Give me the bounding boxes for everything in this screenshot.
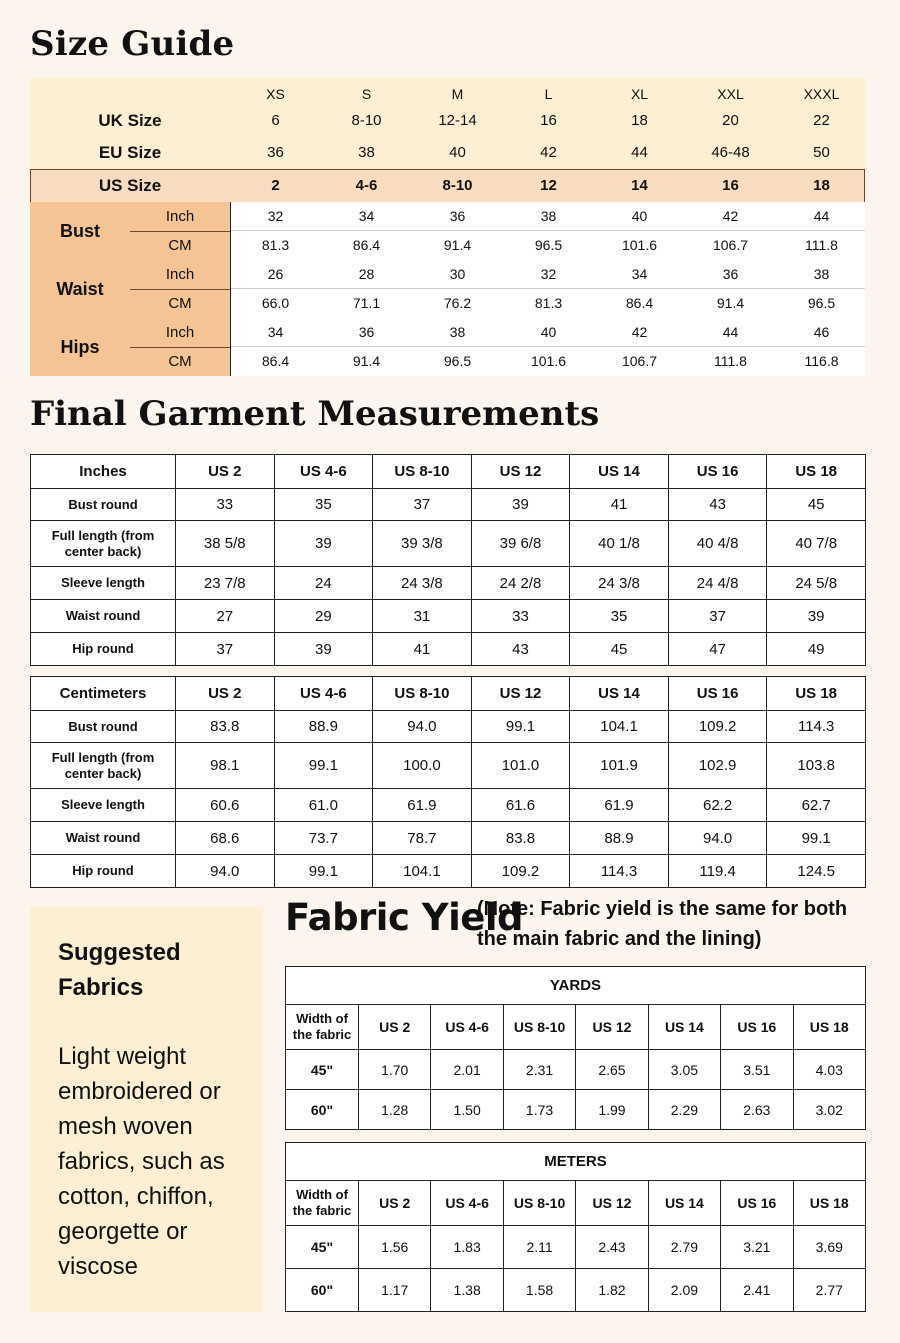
eu-size-value: 38 [358, 144, 375, 161]
row-label: Bust round [31, 711, 176, 743]
table-cell: 1.99 [576, 1090, 648, 1130]
table-cell: 61.9 [373, 789, 472, 822]
table-cell: 101.9 [570, 743, 669, 789]
uk-size-value: 6 [271, 112, 280, 129]
bust-label: Bust [60, 221, 100, 241]
hips-label: Hips [60, 337, 100, 357]
table-cell: 88.9 [570, 822, 669, 855]
table-cell: 2.63 [721, 1090, 793, 1130]
table-cell: 39 [767, 600, 866, 633]
table-cell: 1.73 [503, 1090, 575, 1130]
table-cell: 39 [274, 521, 373, 567]
table-cell: 49 [767, 633, 866, 666]
table-cell: 103.8 [767, 743, 866, 789]
table-cell: 1.17 [359, 1269, 431, 1312]
size-header: US 2 [176, 455, 275, 489]
eu-size-value: 40 [449, 144, 466, 161]
final-garment-title: Final Garment Measurements [30, 394, 600, 434]
bust-cm-value: 91.4 [443, 237, 472, 253]
table-cell: 23 7/8 [176, 567, 275, 600]
table-cell: 27 [176, 600, 275, 633]
table-cell: 1.58 [503, 1269, 575, 1312]
size-header: US 14 [570, 455, 669, 489]
fabric-yield-title: Fabric Yield [285, 896, 524, 939]
table-cell: 3.69 [793, 1226, 865, 1269]
us-size-value: 14 [631, 177, 648, 194]
table-cell: 83.8 [176, 711, 275, 743]
size-letter: XL [630, 86, 649, 102]
table-cell: 104.1 [373, 855, 472, 888]
table-cell: 31 [373, 600, 472, 633]
table-cell: 1.82 [576, 1269, 648, 1312]
table-cell: 88.9 [274, 711, 373, 743]
suggested-fabrics-panel [30, 907, 263, 1312]
table-cell: 35 [274, 489, 373, 521]
bust-cm-value: 86.4 [352, 237, 381, 253]
waist-cm-value: 71.1 [352, 295, 381, 311]
cm-label: CM [168, 353, 192, 370]
us-size-value: 18 [813, 177, 830, 194]
table-cell: 62.7 [767, 789, 866, 822]
waist-cm-value: 96.5 [807, 295, 836, 311]
waist-cm-value: 66.0 [261, 295, 290, 311]
table-cell: 24 5/8 [767, 567, 866, 600]
table-cell: 94.0 [176, 855, 275, 888]
table-cell: 41 [373, 633, 472, 666]
table-cell: 24 3/8 [373, 567, 472, 600]
table-cell: 60.6 [176, 789, 275, 822]
hips-cm-value: 96.5 [443, 353, 472, 369]
waist-inch-value: 38 [813, 266, 830, 282]
eu-size-value: 42 [540, 144, 557, 161]
table-row [31, 789, 866, 822]
table-cell: 41 [570, 489, 669, 521]
bust-cm-value: 101.6 [621, 237, 658, 253]
bust-inch-value: 38 [540, 208, 557, 224]
table-row [286, 1269, 866, 1312]
us-size-value: 4-6 [355, 177, 378, 194]
table-cell: 61.0 [274, 789, 373, 822]
table-title-row [286, 1143, 866, 1181]
row-label: Sleeve length [31, 789, 176, 822]
uk-size-value: 18 [631, 112, 648, 129]
table-cell: 1.70 [359, 1050, 431, 1090]
table-cell: 45 [570, 633, 669, 666]
cm-label: CM [168, 237, 192, 254]
table-cell: 35 [570, 600, 669, 633]
hips-inch-value: 44 [722, 324, 739, 340]
table-row [31, 633, 866, 666]
eu-size-value: 44 [631, 144, 648, 161]
width-of-fabric-header: Width of the fabric [286, 1005, 359, 1050]
table-cell: 40 1/8 [570, 521, 669, 567]
hips-cm-value: 111.8 [714, 353, 747, 369]
hips-cm-value: 106.7 [621, 353, 658, 369]
inch-label: Inch [165, 266, 195, 283]
bust-inch-value: 40 [631, 208, 648, 224]
eu-size-value: 50 [813, 144, 830, 161]
table-cell: 2.31 [503, 1050, 575, 1090]
table-cell: 4.03 [793, 1050, 865, 1090]
size-letter: XXL [717, 86, 744, 102]
bust-inch-value: 34 [358, 208, 375, 224]
table-cell: 119.4 [668, 855, 767, 888]
table-row [31, 711, 866, 743]
uk-size-value: 12-14 [438, 112, 477, 129]
width-of-fabric-header: Width of the fabric [286, 1181, 359, 1226]
table-cell: 24 2/8 [471, 567, 570, 600]
size-header: US 12 [576, 1005, 648, 1050]
table-row [31, 743, 866, 789]
table-cell: 39 [274, 633, 373, 666]
us-size-value: 12 [540, 177, 557, 194]
size-letter: S [361, 86, 372, 102]
table-cell: 99.1 [471, 711, 570, 743]
hips-cm-value: 91.4 [352, 353, 381, 369]
hips-inch-value: 34 [267, 324, 284, 340]
waist-cm-value: 86.4 [625, 295, 654, 311]
table-cell: 29 [274, 600, 373, 633]
uk-size-value: 22 [813, 112, 830, 129]
table-cell: 2.11 [503, 1226, 575, 1269]
final-garment-centimeters-table [30, 676, 866, 888]
fabric-width: 60" [286, 1269, 359, 1312]
row-label: Hip round [31, 855, 176, 888]
hips-inch-value: 46 [813, 324, 830, 340]
bust-cm-value: 96.5 [534, 237, 563, 253]
table-cell: 3.51 [721, 1050, 793, 1090]
bust-cm-value: 81.3 [261, 237, 290, 253]
table-cell: 39 [471, 489, 570, 521]
table-header-row [286, 1005, 866, 1050]
uk-size-value: 16 [540, 112, 557, 129]
table-row [286, 1050, 866, 1090]
table-cell: 43 [471, 633, 570, 666]
uk-size-value: 20 [722, 112, 739, 129]
table-cell: 124.5 [767, 855, 866, 888]
size-header: US 14 [648, 1005, 720, 1050]
size-header: US 4-6 [431, 1005, 503, 1050]
size-header: US 8-10 [503, 1181, 575, 1226]
waist-cm-value: 81.3 [534, 295, 563, 311]
size-header: US 12 [576, 1181, 648, 1226]
table-cell: 43 [668, 489, 767, 521]
table-cell: 47 [668, 633, 767, 666]
table-cell: 2.29 [648, 1090, 720, 1130]
waist-inch-value: 30 [449, 266, 466, 282]
table-row [31, 521, 866, 567]
suggested-fabrics-title: Suggested Fabrics [58, 939, 181, 1001]
size-letter: XS [266, 86, 285, 102]
table-cell: 33 [176, 489, 275, 521]
size-header: US 18 [767, 455, 866, 489]
suggested-fabrics-text: Light weight embroidered or mesh woven fabrics, such as cotton, chiffon, georgette or viscose [58, 1043, 225, 1280]
inch-label: Inch [165, 324, 195, 341]
table-cell: 2.41 [721, 1269, 793, 1312]
row-label: Waist round [31, 600, 176, 633]
table-cell: 24 4/8 [668, 567, 767, 600]
size-header: US 16 [668, 677, 767, 711]
us-size-row [30, 169, 865, 203]
size-header: US 16 [721, 1005, 793, 1050]
size-letter: M [451, 86, 464, 102]
size-header: US 4-6 [274, 455, 373, 489]
table-row [31, 855, 866, 888]
table-cell: 24 [274, 567, 373, 600]
table-cell: 114.3 [767, 711, 866, 743]
hips-inch-value: 42 [631, 324, 648, 340]
size-header: US 12 [471, 677, 570, 711]
size-letter: XXXL [803, 86, 840, 102]
table-cell: 1.56 [359, 1226, 431, 1269]
bust-inch-value: 42 [722, 208, 739, 224]
uk-size-value: 8-10 [351, 112, 382, 129]
table-row [286, 1226, 866, 1269]
table-cell: 99.1 [274, 743, 373, 789]
table-cell: 45 [767, 489, 866, 521]
centimeters-header: Centimeters [31, 677, 176, 711]
us-size-value: 16 [722, 177, 739, 194]
table-row [31, 567, 866, 600]
table-cell: 1.50 [431, 1090, 503, 1130]
eu-size-row [30, 137, 865, 169]
table-cell: 68.6 [176, 822, 275, 855]
waist-inch-value: 28 [358, 266, 375, 282]
table-cell: 39 6/8 [471, 521, 570, 567]
table-cell: 2.79 [648, 1226, 720, 1269]
table-cell: 40 7/8 [767, 521, 866, 567]
size-header: US 16 [721, 1181, 793, 1226]
table-cell: 100.0 [373, 743, 472, 789]
size-header: US 2 [359, 1181, 431, 1226]
size-header: US 2 [359, 1005, 431, 1050]
hips-inch-value: 38 [449, 324, 466, 340]
table-cell: 2.09 [648, 1269, 720, 1312]
fabric-yield-meters-table [285, 1142, 866, 1312]
table-cell: 114.3 [570, 855, 669, 888]
table-cell: 37 [373, 489, 472, 521]
hips-cm-value: 101.6 [530, 353, 567, 369]
table-header-row [31, 455, 866, 489]
hips-inch-value: 40 [540, 324, 557, 340]
size-guide-title: Size Guide [30, 24, 235, 64]
row-label: Bust round [31, 489, 176, 521]
eu-size-value: 46-48 [711, 144, 750, 161]
table-cell: 61.9 [570, 789, 669, 822]
fabric-yield-yards-table [285, 966, 866, 1130]
size-header: US 18 [793, 1181, 865, 1226]
table-cell: 37 [668, 600, 767, 633]
us-size-label: US Size [98, 176, 162, 195]
table-row [31, 600, 866, 633]
table-cell: 83.8 [471, 822, 570, 855]
fabric-yield-note: (Note: Fabric yield is the same for both the main fabric and the lining) [477, 898, 848, 950]
eu-size-value: 36 [267, 144, 284, 161]
hips-measure-block [30, 318, 865, 376]
size-header: US 18 [767, 677, 866, 711]
row-label: Full length (from center back) [31, 521, 176, 567]
table-cell: 3.21 [721, 1226, 793, 1269]
table-cell: 61.6 [471, 789, 570, 822]
size-header: US 2 [176, 677, 275, 711]
table-cell: 2.43 [576, 1226, 648, 1269]
size-header: US 14 [570, 677, 669, 711]
table-cell: 39 3/8 [373, 521, 472, 567]
table-cell: 104.1 [570, 711, 669, 743]
waist-measure-block [30, 260, 865, 318]
bust-measure-block [30, 202, 865, 260]
table-row [31, 822, 866, 855]
waist-inch-value: 34 [631, 266, 648, 282]
table-cell: 102.9 [668, 743, 767, 789]
table-cell: 78.7 [373, 822, 472, 855]
table-cell: 33 [471, 600, 570, 633]
waist-inch-value: 26 [267, 266, 284, 282]
bust-inch-value: 36 [449, 208, 466, 224]
table-title-row [286, 967, 866, 1005]
waist-label: Waist [56, 279, 104, 299]
bust-inch-value: 44 [813, 208, 830, 224]
table-cell: 37 [176, 633, 275, 666]
table-header-row [31, 677, 866, 711]
us-size-row-inner [30, 170, 865, 202]
table-cell: 73.7 [274, 822, 373, 855]
table-cell: 3.05 [648, 1050, 720, 1090]
table-row [31, 489, 866, 521]
size-header: US 8-10 [373, 677, 472, 711]
table-cell: 62.2 [668, 789, 767, 822]
table-cell: 1.38 [431, 1269, 503, 1312]
table-cell: 98.1 [176, 743, 275, 789]
table-cell: 109.2 [668, 711, 767, 743]
waist-cm-value: 76.2 [443, 295, 472, 311]
size-header: US 18 [793, 1005, 865, 1050]
fabric-width: 45" [286, 1226, 359, 1269]
row-label: Sleeve length [31, 567, 176, 600]
size-header: US 8-10 [503, 1005, 575, 1050]
table-cell: 1.28 [359, 1090, 431, 1130]
table-header-row [286, 1181, 866, 1226]
eu-size-label: EU Size [98, 143, 162, 162]
table-row [286, 1090, 866, 1130]
row-label: Waist round [31, 822, 176, 855]
us-size-value: 2 [271, 177, 280, 194]
row-label: Full length (from center back) [31, 743, 176, 789]
table-cell: 38 5/8 [176, 521, 275, 567]
size-header: US 8-10 [373, 455, 472, 489]
row-label: Hip round [31, 633, 176, 666]
waist-cm-value: 91.4 [716, 295, 745, 311]
bust-cm-value: 106.7 [712, 237, 749, 253]
table-cell: 99.1 [274, 855, 373, 888]
cm-label: CM [168, 295, 192, 312]
size-header: US 4-6 [274, 677, 373, 711]
waist-inch-value: 32 [540, 266, 557, 282]
inch-label: Inch [165, 208, 195, 225]
table-cell: 2.77 [793, 1269, 865, 1312]
table-cell: 2.01 [431, 1050, 503, 1090]
size-header: US 16 [668, 455, 767, 489]
meters-header: METERS [286, 1143, 866, 1181]
size-header: US 4-6 [431, 1181, 503, 1226]
table-cell: 94.0 [373, 711, 472, 743]
table-cell: 3.02 [793, 1090, 865, 1130]
table-cell: 94.0 [668, 822, 767, 855]
us-size-value: 8-10 [442, 177, 473, 194]
bust-cm-value: 111.8 [805, 237, 838, 253]
table-cell: 109.2 [471, 855, 570, 888]
fabric-width: 60" [286, 1090, 359, 1130]
table-cell: 40 4/8 [668, 521, 767, 567]
table-cell: 24 3/8 [570, 567, 669, 600]
hips-cm-value: 86.4 [261, 353, 290, 369]
table-cell: 2.65 [576, 1050, 648, 1090]
table-cell: 1.83 [431, 1226, 503, 1269]
table-cell: 101.0 [471, 743, 570, 789]
uk-size-label: UK Size [98, 111, 162, 130]
yards-header: YARDS [286, 967, 866, 1005]
bust-inch-value: 32 [267, 208, 284, 224]
waist-inch-value: 36 [722, 266, 739, 282]
size-letter: L [544, 86, 553, 102]
uk-size-row [30, 105, 865, 137]
final-garment-inches-table [30, 454, 866, 666]
inches-header: Inches [31, 455, 176, 489]
table-cell: 99.1 [767, 822, 866, 855]
size-header: US 12 [471, 455, 570, 489]
hips-cm-value: 116.8 [804, 353, 839, 369]
size-header: US 14 [648, 1181, 720, 1226]
fabric-width: 45" [286, 1050, 359, 1090]
hips-inch-value: 36 [358, 324, 375, 340]
